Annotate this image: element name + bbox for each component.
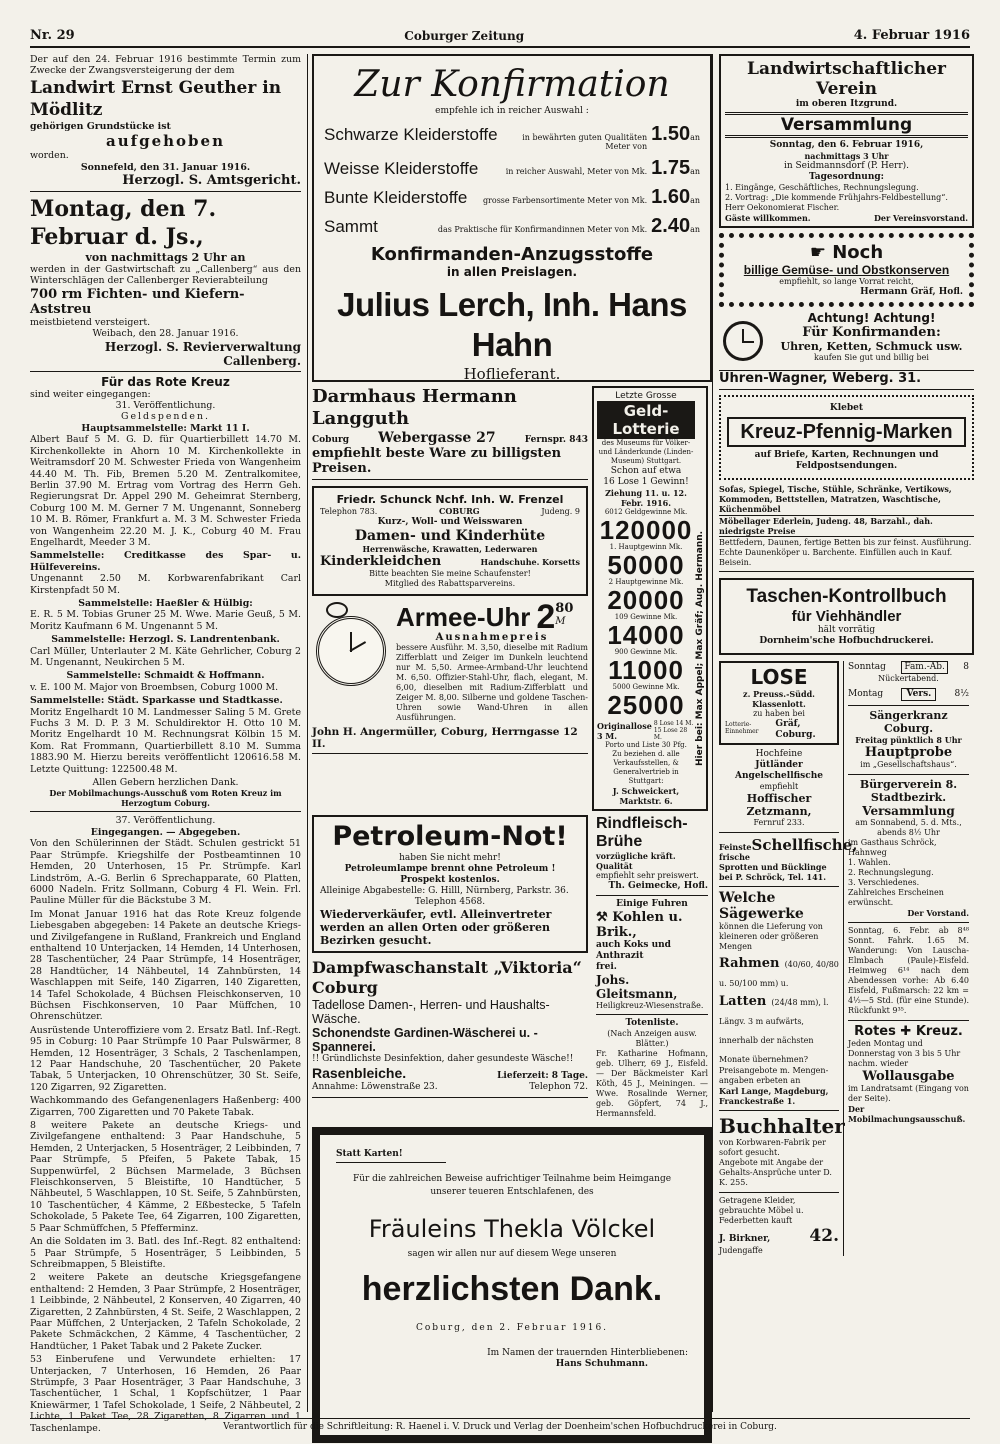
- konf-sub: empfehle ich in reicher Auswahl :: [435, 106, 589, 116]
- lottery-sub2: Schon auf etwa: [610, 466, 682, 476]
- mourn-name: Fräuleins Thekla Völckel: [368, 1215, 656, 1243]
- lose-firm: Gräf, Coburg.: [775, 719, 816, 740]
- kreuz-title: Kreuz-Pfennig-Marken: [727, 417, 966, 447]
- wood-auction: [30, 195, 301, 368]
- frenzel-tel: Telephon 783.: [320, 507, 378, 516]
- redcross-p7: Von den Schülerinnen der Städt. Schulen gestrickt 51 Paar Strümpfe. Kriegshilfe der Postbeamtinnen 10 Hemden, 20 Unterhosen, 15 Pr. Strümpfe. Karl Lindström, A.-G. Berlin 6 Sprechapparate, 60 Platten, 6000 Nadeln. Fritz Sollmann, Coburg 4 Fl. Wein. Frl. Pauline Müller für die Bäckstube 3 M.: [30, 838, 301, 907]
- konf-item-an: an: [690, 196, 700, 205]
- konf-item-price: 1.75: [651, 157, 691, 179]
- red-cross-donations: [30, 375, 301, 1434]
- fam-num2: 8½: [954, 689, 969, 699]
- kohlen-l3: auch Koks und Anthrazit: [596, 940, 671, 961]
- issue-date: 4. Februar 1916: [853, 28, 970, 43]
- wanderung-ad: [848, 922, 969, 1016]
- mourning-notice: [312, 1127, 712, 1443]
- verein-agenda: Tagesordnung:: [808, 172, 885, 182]
- rind-l2: empfiehlt sehr preiswert.: [596, 871, 699, 880]
- lottery-prize-value: 25000: [607, 690, 685, 720]
- darmhaus-ad: [312, 386, 588, 480]
- alarm-clock-icon: [719, 311, 769, 367]
- verein-a1: 1. Eingänge, Geschäftliches, Rechnungslegung.: [725, 183, 919, 192]
- column-left: [30, 54, 308, 1434]
- uhren-h2: Für Konfirmanden:: [802, 325, 941, 340]
- redcross-p12: An die Soldaten im 3. Batl. des Inf.-Regt. 82 enthaltend: 5 Paar Strümpfe, 5 Hosenträger, 5 Leibbinden, 5 Schreibmappen, 5 Bleistifte.: [30, 1236, 301, 1270]
- schell-l2: Sprotten und Bücklinge: [719, 862, 827, 872]
- noch-ad: [719, 233, 974, 307]
- kohlen-l2: Kohlen u. Brik.,: [596, 910, 683, 940]
- saege-title: Welche Sägewerke: [719, 890, 804, 922]
- dead-title: Totenliste.: [625, 1018, 679, 1028]
- petroleum-ad: [312, 815, 588, 953]
- lottery-head: Letzte Grosse: [615, 391, 677, 401]
- petroleum-l3: Prospekt kostenlos.: [400, 875, 500, 885]
- redcross-p9: Ausrüstende Unteroffiziere vom 2. Ersatz Batl. Inf.-Regt. 95 in Coburg: 10 Paar Strümpfe 10 Paar Pulswärmer, 8 Hemden, 12 Hosenträger, 3 Schals, 2 Taschenlampen, 12 Paar Handschuhe, 20 Taschentücher, 20 Pakete Tabak, 5 Unterjacken, 10 Ohrenschützer, 30 St. Seife, 120 Zigarren, 92 Zigaretten.: [30, 1024, 301, 1093]
- rotes-l1: Jeden Montag und Donnerstag von 3 bis 5 Uhr nachm. wieder: [848, 1039, 961, 1068]
- saenger-title: Sängerkranz Coburg.: [869, 709, 948, 735]
- armee-text: besserе Ausführ. M. 3,50, dieselbe mit Radium Zifferblatt und Zeiger im Dunkeln leuchtend nur M. 5,50. Armee-Armband-Uhr leuchtend M. 6,50. Offizier-Stahl-Uhr, flach, elegant, M. 6,00, dieselben mit Radium-Zifferblatt und Zeiger M. 8,00. Silberne und goldene Taschen-Uhren sowie Wand-Uhren in allen Ausführungen.: [396, 643, 588, 722]
- noch-firm: Hermann Gräf, Hofl.: [860, 287, 963, 297]
- frenzel-street: Judeng. 9: [541, 507, 580, 516]
- konf-item-name: Sammt: [324, 217, 378, 236]
- viktoria-l2: Schonendste Gardinen-Wäscherei u. -Spannerei.: [312, 1026, 538, 1054]
- masthead: [30, 26, 970, 48]
- lose-title: LOSE: [750, 665, 808, 689]
- mourn-grief: Im Namen der trauernden Hinterbliebenen:: [487, 1348, 688, 1358]
- issue-number: Nr. 29: [30, 28, 75, 43]
- schell-l3: bei P. Schröck, Tel. 141.: [719, 872, 826, 882]
- saengerkranz-ad: [848, 705, 969, 770]
- rindfleisch-ad: [596, 815, 708, 896]
- schellfisch-ad: [719, 832, 858, 882]
- wood-text2: meistbietend versteigert.: [30, 316, 151, 328]
- lottery-orig: Originallose 3 M.: [597, 720, 652, 741]
- redcross-s2: Sammelstelle: Haeßler & Hülbig:: [78, 597, 253, 609]
- saege-firm: Karl Lange, Magdeburg, Franckestraße 1.: [719, 1086, 829, 1106]
- noch-l2: empfiehlt, so lange Vorrat reicht,: [779, 277, 914, 286]
- konf-firm: Julius Lerch, Inh. Hans Hahn: [337, 286, 687, 363]
- noch-title: Noch: [832, 242, 884, 263]
- buerger-l1: Zahlreiches Erscheinen erwünscht.: [848, 888, 944, 907]
- mourn-signer: Hans Schuhmann.: [555, 1359, 648, 1369]
- buch-l1: von Korbwaren-Fabrik per sofort gesucht.: [719, 1138, 826, 1157]
- verein-place: in Seidmannsdorf (P. Herr).: [783, 161, 910, 171]
- rotes-l3: im Landratsamt (Eingang von der Seite).: [848, 1084, 969, 1103]
- redcross-p1: Albert Bauf 5 M. G. D. für Quartierbillett 14.70 M. Kirchenkollekte in Ahorn 10 M. Kirchenkollekte in Weitramsdorf 20 M. Schwester Frieda von Wangenheim 44.40 M. Th. Fib, Bremen 5.20 M. Zentralkomitee, Berlin 37.90 M. Ertrag vom Vortrag des Herrn Geh. Regierungsrat Dr. Appel 290 M. Geheimrat Sternberg, Coburg 100 M. M. Gerner 7 M. Ungenannt, Sonneberg 10 M. B. Römer, Frankfurt a. M. 3 M. Schwester Frieda von Wangenheim 22.20 M. J. K., Coburg 40 M. Frau Engelhardt, Meeder 3 M.: [30, 434, 301, 548]
- wood-time: von nachmittags 2 Uhr an: [85, 251, 246, 265]
- paper-name: Coburger Zeitung: [404, 29, 525, 43]
- rotes-title: Rotes: [854, 1024, 896, 1039]
- konf-suits: Konfirmanden-Anzugsstoffe: [370, 244, 654, 265]
- schell-l1: Feinste frische: [719, 842, 752, 862]
- redcross-s5: Sammelstelle: Städt. Sparkasse und Stadtkasse.: [30, 695, 283, 707]
- moebel-firm: Möbellager Ederlein, Judeng. 48, Barzahl., dah. niedrigste Preise: [719, 515, 974, 537]
- redcross-gifts: Geldspenden.: [120, 411, 210, 423]
- lottery-prize-label: 109 Gewinne Mk.: [614, 613, 678, 621]
- darmhaus-slogan: empfiehlt beste Ware zu billigsten Preisen.: [312, 446, 562, 476]
- frenzel-l5: Handschuhe. Korsetts: [480, 557, 580, 567]
- konfirmation-ad: [312, 54, 712, 382]
- kohlen-l1: Einige Fuhren: [616, 899, 688, 909]
- red-cross-icon: ✚: [900, 1024, 912, 1039]
- taschen-sub: für Viehhändler: [791, 608, 902, 625]
- fam-l1: Nückertabend.: [878, 674, 939, 683]
- buerger-title: Bürgerverein 8. Stadtbezirk.: [859, 778, 958, 804]
- buergerverein-ad: [848, 774, 969, 918]
- redcross-hauptstelle: Hauptsammelstelle: Markt 11 I.: [81, 422, 250, 434]
- mourn-head: Statt Karten!: [336, 1149, 446, 1163]
- verein-meet: Versammlung: [725, 112, 968, 138]
- auction-intro: Der auf den 24. Februar 1916 bestimmte Termin zum Zwecke der Zwangsversteigerung der dem: [30, 54, 301, 77]
- redcross-p13: 2 weitere Pakete an deutsche Kriegsgefangene enthaltend: 2 Hemden, 3 Paar Strümpfe, 2 Hosenträger, 1 Leibbinde, 2 Nähbeutel, 2 Konserven, 40 Zigarren, 40 Zigaretten, 2 Zahnbürsten, 4 St. Seife, 2 Waschlappen, 2 Paar Müffchen, 2 Unterjacken, 2 Tafeln Schokolade, 2 Pakete Schmäckchen, 2 Kämme, 4 Taschentücher, 2 Handtücher, 1 Paket Tabak und 2 Pakete Zucker.: [30, 1272, 301, 1352]
- saenger-l3: im „Gesellschaftshaus“.: [860, 760, 957, 769]
- redcross-p4: Carl Müller, Unterlauter 2 M. Käte Gehrlicher, Coburg 2 M. Ungenannt, Neukirchen 5 M.: [30, 645, 301, 668]
- lottery-draw: Ziehung 11. u. 12. Febr. 1916.: [605, 488, 687, 508]
- lottery-prize-value: 50000: [607, 550, 685, 580]
- lottery-prize-value: 120000: [599, 515, 693, 545]
- konf-price-line: [324, 123, 700, 151]
- lottery-prize-label: 1. Hauptgewinn Mk.: [609, 543, 683, 551]
- viktoria-bleach: Rasenbleiche.: [312, 1065, 407, 1081]
- redcross-pub: 31. Veröffentlichung.: [115, 400, 216, 412]
- rind-firm: Th. Geimecke, Hofl.: [608, 881, 708, 891]
- frenzel-city: COBURG: [439, 506, 480, 516]
- konf-price-list: [324, 123, 700, 238]
- buerger-day: am Sonnabend, 5. d. Mts., abends 8½ Uhr: [855, 818, 962, 837]
- lottery-prize-value: 14000: [607, 620, 685, 650]
- viktoria-l1: Tadellose Damen-, Herren- und Haushalts-Wäsche.: [312, 998, 550, 1026]
- frenzel-l4: Kinderkleidchen: [320, 554, 442, 569]
- redcross-thanks: Allen Gebern herzlichen Dank.: [92, 777, 239, 789]
- redcross-p3: E. R. 5 M. Tobias Gruner 25 M. Wwe. Marie Geuß, 5 M. Moritz Kaufmann 6 M. Ungenannt 5 M.: [30, 609, 301, 632]
- lose-l2: zu haben bei: [753, 709, 805, 718]
- auction-notice: [30, 54, 301, 188]
- frenzel-firm: Friedr. Schunck Nchf. Inh. W. Frenzel: [336, 493, 564, 506]
- wood-amount: 700 rm Fichten- und Kiefern-Aststreu: [30, 286, 245, 317]
- rind-l1: vorzügliche kräft. Qualität: [596, 851, 676, 871]
- konf-item-desc: in reicher Auswahl, Meter von Mk.: [505, 167, 648, 176]
- konf-item-name: Weisse Kleiderstoffe: [324, 159, 479, 178]
- pocket-watch-icon: [312, 602, 390, 692]
- verein-guests: Gäste willkommen.: [725, 213, 811, 223]
- konf-item-price: 1.50: [651, 123, 691, 145]
- lottery-prizes: [597, 517, 695, 718]
- hammer-icon: ⚒: [596, 910, 613, 925]
- lottery-prize-label: 2 Hauptgewinne Mk.: [608, 578, 684, 586]
- redcross-p5: v. E. 100 M. Major von Broembsen, Coburg 1000 M.: [30, 681, 279, 693]
- klei-firm: J. Birkner,: [719, 1234, 771, 1244]
- armee-cents: 80: [555, 601, 574, 616]
- mourn-say: sagen wir allen nur auf diesem Wege unseren: [407, 1249, 617, 1259]
- lottery-note: Zu beziehen d. alle Verkaufsstellen, & Generalvertrieb in Stuttgart:: [612, 750, 680, 785]
- uhren-h4: kaufen Sie gut und billig bei: [814, 353, 929, 362]
- redcross-gifts2: Eingegangen. — Abgegeben.: [90, 826, 241, 838]
- rind-title: Rindfleisch-Brühe: [596, 815, 688, 850]
- verein-a2: 2. Vortrag: „Die kommende Frühjahrs-Feldbestellung“. Herr Oekonomierat Fischer.: [725, 193, 948, 212]
- mourn-date: Coburg, den 2. Februar 1916.: [415, 1323, 609, 1333]
- buch-title: Buchhalter: [719, 1114, 845, 1138]
- lottery-sub3: 16 Lose 1 Gewinn!: [603, 477, 689, 487]
- dead-text: Fr. Katharine Hofmann, geb. Ulherr, 69 J., Eisfeld. — Der Bäckmeister Karl Köth, 45 J., Meiningen. — Wwe. Rosalinde Werner, geb. Göpfert, 74 J., Hermannsfeld.: [596, 1049, 708, 1118]
- buerger-meet: Versammlung: [862, 804, 955, 818]
- fam-sonntag: Sonntag: [848, 662, 886, 672]
- pointing-hand-icon: ☛: [809, 242, 833, 263]
- redcross-p2: Ungenannt 2.50 M. Korbwarenfabrikant Carl Kirstenpfadt 50 M.: [30, 573, 301, 596]
- konf-item-desc: in bewährten guten Qualitäten Meter von: [522, 133, 648, 151]
- konf-firm-sub: Hoflieferant.: [463, 365, 561, 383]
- frenzel-note1: Bitte beachten Sie meine Schaufenster!: [369, 569, 531, 578]
- redcross-s3: Sammelstelle: Herzogl. S. Landrentenbank.: [51, 634, 280, 646]
- uhren-wagner-ad: [719, 311, 974, 371]
- buerger-a2: 2. Rechnungslegung.: [848, 868, 934, 877]
- konf-title: Zur Konfirmation: [354, 64, 670, 105]
- kohlen-l4: frei.: [596, 962, 617, 972]
- uhren-firm: Uhren-Wagner, Weberg. 31.: [719, 371, 974, 390]
- buerger-board: Der Vorstand.: [907, 908, 969, 918]
- konf-item-desc: grosse Farbensortimente Meter von Mk.: [482, 196, 648, 205]
- heringe-tel: Fernruf 233.: [753, 818, 805, 827]
- armee-unit: M: [555, 616, 566, 627]
- petroleum-l5: Telephon 4568.: [414, 897, 486, 907]
- totenliste: [596, 1015, 708, 1119]
- auction-status: aufgehoben: [106, 132, 225, 151]
- lottery-ad: [592, 386, 708, 811]
- lottery-count: 6012 Geldgewinne Mk.: [604, 508, 688, 516]
- darmhaus-city: Coburg: [312, 435, 350, 445]
- saege-l1: können die Lieferung von kleineren oder größeren Mengen: [719, 922, 823, 951]
- redcross-title: Für das Rote Kreuz: [101, 374, 230, 389]
- saege-ad: [719, 886, 839, 1106]
- viktoria-time: Lieferzeit: 8 Tage.: [497, 1071, 588, 1081]
- taschen-title: Taschen-Kontrollbuch: [746, 586, 947, 607]
- konf-item-desc: das Praktische für Konfirmandinnen Meter von Mk.: [437, 225, 648, 234]
- redcross-p14: 53 Einberufene und Verwundete erhielten: 17 Unterjacken, 7 Unterhosen, 16 Hemden, 26 Paar Strümpfe, 3 Paar Hosenträger, 3 Paar Handschuhe, 3 Taschentücher, 1 Schal, 1 Kopfschützer, 1 Paar Kniewärmer, 1 Tafel Schokolade, 1 Seife, 2 Nähbeutel, 2 Lichte, 1 Paket Tee, 28 Zigaretten, 8 Zigarren und 1 Taschenlampe.: [30, 1354, 301, 1434]
- auction-word: worden.: [30, 150, 69, 162]
- moebel-text2: Bettfedern, Daunen, fertige Betten bis zur feinst. Ausführung. Echte Daunenköper u. Barchente. Einfüllen auch in Kauf. Beisein.: [719, 538, 972, 567]
- fam-fam: Fam.-Ab.: [901, 661, 948, 674]
- verein-board: Der Vereinsvorstand.: [873, 213, 968, 223]
- lottery-lose: 8 Lose 14 M. 15 Lose 28 M.: [653, 720, 694, 741]
- frenzel-l2: Damen- und Kinderhüte: [354, 528, 546, 544]
- buchhalter-ad: [719, 1110, 845, 1188]
- wood-office: Herzogl. S. Revierverwaltung Callenberg.: [104, 339, 301, 368]
- klei-num: 42.: [809, 1226, 839, 1246]
- auction-date: Sonnefeld, den 31. Januar 1916.: [80, 161, 251, 173]
- redcross-p8: Im Monat Januar 1916 hat das Rote Kreuz folgende Liebesgaben abgegeben: 14 Pakete an deutsche Kriegs- und Zivilgefangene in Rußland, Frankreich und England enthaltend 10 Unterjacken, 14 Hemden, 14 Unterhosen, 28 Taschentücher, 24 Paar Strümpfe, 14 Hosenträger, 28 Handtücher, 14 Nähbeutel, 14 Zahnbürsten, 14 Waschlappen mit Seife, 140 Zigarren, 140 Zigaretten, 14 Tafel Schokolade, 4 Büchsen Fleischkonserven, 10 Büchsen Fischkonserven, 10 Paar Müffchen, 10 Ohrenschützer.: [30, 908, 301, 1023]
- armee-uhr-ad: [312, 598, 588, 723]
- lottery-prize-label: 900 Gewinne Mk.: [614, 648, 678, 656]
- konf-item-name: Bunte Kleiderstoffe: [324, 188, 468, 207]
- noch-l1: billige Gemüse- und Obstkonserven: [743, 263, 950, 277]
- viktoria-accept: Annahme: Löwenstraße 23.: [312, 1082, 438, 1092]
- armee-special: Ausnahmepreis: [435, 632, 549, 643]
- fam-montag: Montag: [848, 689, 884, 699]
- column-right: [712, 54, 974, 1412]
- konf-price-line: [324, 215, 700, 238]
- viktoria-title: Dampfwaschanstalt „Viktoria“ Coburg: [312, 958, 582, 997]
- konf-price-line: [324, 186, 700, 209]
- kohlen-ad: [596, 896, 708, 1015]
- kreuz-top: Klebet: [829, 403, 864, 413]
- verein-title: Landwirtschaftlicher Verein: [747, 59, 946, 99]
- auction-name: Landwirt Ernst Geuther in Mödlitz: [30, 77, 282, 120]
- heringe-l1: Hochfeine: [755, 749, 803, 759]
- wood-text: werden in der Gastwirtschaft zu „Callenberg“ aus den Winterschlägen der Callenberger Revierabteilung: [30, 264, 301, 287]
- frenzel-l1: Kurz-, Woll- und Weisswaren: [377, 517, 523, 527]
- fam-abend-ad: [848, 661, 969, 701]
- lottery-porto: Porto und Liste 30 Pfg.: [605, 741, 687, 749]
- redcross-s4: Sammelstelle: Schmaidt & Hoffmann.: [66, 670, 265, 682]
- petroleum-l6: Wiederverkäufer, evtl. Alleinvertreter werden an allen Orten oder größeren Bezirken gesucht.: [320, 908, 552, 947]
- taschen-l1: hält vorrätig: [817, 625, 876, 635]
- buch-l2: Angebote mit Angabe der Gehalts-Ansprüche unter D. K. 255.: [719, 1158, 832, 1187]
- page-footer: Verantwortlich für die Schriftleitung: R. Haenel i. V. Druck und Verlag der Doenheim'schen Hofbuchdruckerei in Coburg.: [30, 1418, 970, 1436]
- konf-item-name: Schwarze Kleiderstoffe: [324, 125, 498, 144]
- lottery-prize-value: 11000: [608, 655, 684, 685]
- lottery-prize-value: 20000: [607, 585, 685, 615]
- column-middle: [312, 54, 712, 1412]
- rotes-l2: Wollausgabe: [862, 1069, 955, 1084]
- darmhaus-name: Darmhaus Hermann Langguth: [312, 386, 517, 429]
- saege-rdim: (40/60, 40/80 u. 50/100 mm) u.: [719, 960, 839, 988]
- redcross-p11: 8 weitere Pakete an deutsche Kriegs- und Zivilgefangene enthaltend: 3 Paar Handschuhe, 5 Hemden, 2 Unterjacken, 5 Hosenträger, 2 Leibbinden, 7 Paar Strümpfe, 5 Pfeifen, 5 Pakete Tabak, 15 Suppenwürfel, 2 Büchsen Marmelade, 3 Büchsen Fleischkonserven, 5 Bleistifte, 10 Handtücher, 5 Nähbeutel, 5 Waschlappen, 10 St. Seife, 5 Zahnbürsten, 10 Taschentücher, 4 Kämme, 2 Eßbestecke, 5 Tafeln Schokolade, 5 Pakete Tee, 64 Zigarren, 100 Zigaretten, 5 Paar Schmüffchen, 5 Pfefferminz.: [30, 1120, 301, 1234]
- saenger-l2: Hauptprobe: [864, 745, 953, 760]
- konf-item-price: 1.60: [651, 186, 691, 208]
- mourn-text: Für die zahlreichen Beweise aufrichtiger Teilnahme beim Heimgange unserer teueren Entschlafenen, des: [352, 1174, 672, 1197]
- konf-item-an: an: [690, 133, 700, 142]
- redcross-pub2: 37. Veröffentlichung.: [115, 815, 216, 827]
- lottery-sub1: des Museums für Völker- und Länderkunde (Linden-Museum) Stuttgart.: [598, 439, 694, 465]
- konf-suits-sub: in allen Preislagen.: [446, 265, 578, 279]
- frenzel-note2: Mitglied des Rabattsparvereins.: [384, 579, 516, 588]
- saege-l2: Preisangebote m. Mengen-angaben erbeten an: [719, 1066, 829, 1085]
- darmhaus-phone: Fernspr. 843: [524, 435, 588, 445]
- lottery-vendor: J. Schweickert, Marktstr. 6.: [612, 786, 680, 806]
- moebel-ad: [719, 484, 974, 572]
- kleider-ad: [719, 1192, 839, 1256]
- taschen-firm: Dornheim'sche Hofbuchdruckerei.: [759, 636, 934, 646]
- klei-l1: Getragene Kleider, gebrauchte Möbel u. Federbetten kauft: [719, 1196, 804, 1225]
- wander-l1: Sonntag, 6. Febr. ab 8⁴⁸ Sonnt. Fahrk. 1.65 M. Wanderung: Von Lauscha-Elmbach (Paule)-Eisfeld. Heimweg 6¹⁴ nach dem Abendessen vorhe: Ab 6.40 Eisfeld, Fußmarsch: 22 km = 4½—5 Std. (für eine Stunde). Rückfunkt 9³⁵.: [848, 926, 969, 1015]
- armee-title: Armee-Uhr: [396, 602, 531, 632]
- armee-price: 2: [536, 598, 556, 636]
- kreuzpfennig-ad: [719, 395, 974, 480]
- armee-firm: John H. Angermüller, Coburg, Herrngasse 12 II.: [312, 726, 588, 754]
- verein-ad: [719, 54, 974, 228]
- dead-sub: (Nach Anzeigen ausw. Blätter.): [607, 1029, 697, 1048]
- wood-date: Weibach, den 28. Januar 1916.: [92, 328, 239, 340]
- darmhaus-street: Webergasse 27: [378, 430, 496, 446]
- schell-title: Schellfische,: [751, 836, 858, 854]
- taschen-ad: [719, 578, 974, 655]
- frenzel-l3: Herrenwäsche, Krawatten, Lederwaren: [362, 544, 538, 554]
- kohlen-firm: Johs. Gleitsmann,: [596, 973, 678, 1001]
- petroleum-l4: Alleinige Abgabestelle: G. Hilll, Nürnberg, Parkstr. 36.: [320, 886, 569, 896]
- wood-headline: Montag, den 7. Februar d. Js.,: [30, 196, 217, 251]
- saenger-l1: Freitag pünktlich 8 Uhr: [855, 735, 962, 745]
- konf-item-an: an: [690, 167, 700, 176]
- lottery-side: Hier bei: Max Appel; Max Gräf; Aug. Hermann.: [695, 530, 705, 766]
- viktoria-tel: Telephon 72.: [529, 1082, 588, 1092]
- lottery-title: Geld-Lotterie: [597, 401, 695, 439]
- viktoria-ad: [312, 958, 588, 1098]
- viktoria-l3: !! Gründlichste Desinfektion, daher gesundeste Wäsche!!: [312, 1054, 574, 1064]
- uhren-h1: Achtung! Achtung!: [807, 311, 936, 325]
- kreuz-sub: auf Briefe, Karten, Rechnungen und Feldpostsendungen.: [754, 450, 939, 471]
- lose-ad: [719, 661, 839, 745]
- saege-latten: Latten: [719, 994, 767, 1009]
- moebel-text: Sofas, Spiegel, Tische, Stühle, Schränke, Vertikows, Kommoden, Bettstellen, Matratzen, Waschtische, Küchenmöbel: [719, 484, 952, 514]
- heringe-ad: [719, 749, 839, 828]
- rotes-title2: Kreuz.: [915, 1024, 963, 1039]
- verein-sub: im oberen Itzgrund.: [795, 99, 898, 109]
- petroleum-title: Petroleum-Not!: [332, 821, 568, 852]
- frenzel-ad: [312, 486, 588, 596]
- kohlen-addr: Heiligkreuz-Wiesenstraße.: [596, 1001, 704, 1010]
- lottery-prize-label: 5000 Gewinne Mk.: [612, 683, 680, 691]
- buerger-a3: 3. Verschiedenes.: [848, 878, 920, 887]
- rotes-org: Der Mobilmachungsausschuß.: [848, 1104, 966, 1124]
- uhren-h3: Uhren, Ketten, Schmuck usw.: [780, 340, 963, 353]
- mourn-thanks: herzlichsten Dank.: [361, 1270, 663, 1308]
- saege-rahmen: Rahmen: [719, 956, 780, 971]
- redcross-s1: Sammelstelle: Creditkasse des Spar- u. Hülfevereins.: [30, 550, 301, 573]
- heringe-l3: empfiehlt: [759, 782, 799, 791]
- saege-ldim: (24/48 mm), l. Längv. 3 m aufwärts, innerhalb der nächsten Monate übernehmen?: [719, 998, 829, 1064]
- fam-num1: 8: [963, 662, 969, 672]
- petroleum-l2: Petroleumlampe brennt ohne Petroleum !: [344, 864, 556, 874]
- redcross-org: Der Mobilmachungs-Ausschuß vom Roten Kreuz im Herzogtum Coburg.: [49, 788, 282, 809]
- auction-line2: gehörigen Grundstücke ist: [30, 120, 171, 132]
- verein-time: nachmittags 3 Uhr: [804, 151, 889, 161]
- klei-addr: Judengaffe: [719, 1246, 763, 1255]
- redcross-p6: Moritz Engelhardt 10 M. Landmesser Saling 5 M. Grete Fuchs 3 M. D. P. 3 M. Schuldirektor H. Otto 10 M. Moritz Engelhardt 10 M. Rechnungsrat Kölbin 15 M. Kom. Rat Frommann, Quartierbillett 8.10 M. Summa 1883.90 M. Hierzu bereits veröffentlicht 120616.58 M. Letzte Quittung: 122500.48 M.: [30, 706, 301, 775]
- petroleum-l1: haben Sie nicht mehr!: [399, 853, 501, 863]
- heringe-firm: Hoffischer Zetzmann,: [746, 792, 812, 818]
- lose-l1: z. Preuss.-Südd. Klassenlott.: [743, 689, 815, 709]
- redcross-sub: sind weiter eingegangen:: [30, 388, 151, 400]
- konf-price-line: [324, 157, 700, 180]
- lose-l3: Lotterie-Einnehmer: [725, 721, 759, 735]
- fam-vers: Vers.: [901, 688, 936, 701]
- redcross-p10: Wachkommando des Gefangenenlagers Haßenberg: 400 Zigarren, 700 Zigaretten und 70 Pakete Tabak.: [30, 1095, 301, 1118]
- heringe-l2: Jütländer Angelschellfische: [735, 760, 823, 781]
- auction-court: Herzogl. S. Amtsgericht.: [122, 173, 301, 189]
- rotes-kreuz-ad: [848, 1020, 969, 1124]
- buerger-a1: 1. Wahlen.: [848, 858, 891, 867]
- konf-item-an: an: [690, 225, 700, 234]
- verein-day: Sonntag, den 6. Februar 1916,: [769, 140, 924, 150]
- buerger-place: im Gasthaus Schröck, Hahnweg: [848, 838, 937, 857]
- konf-item-price: 2.40: [651, 215, 691, 237]
